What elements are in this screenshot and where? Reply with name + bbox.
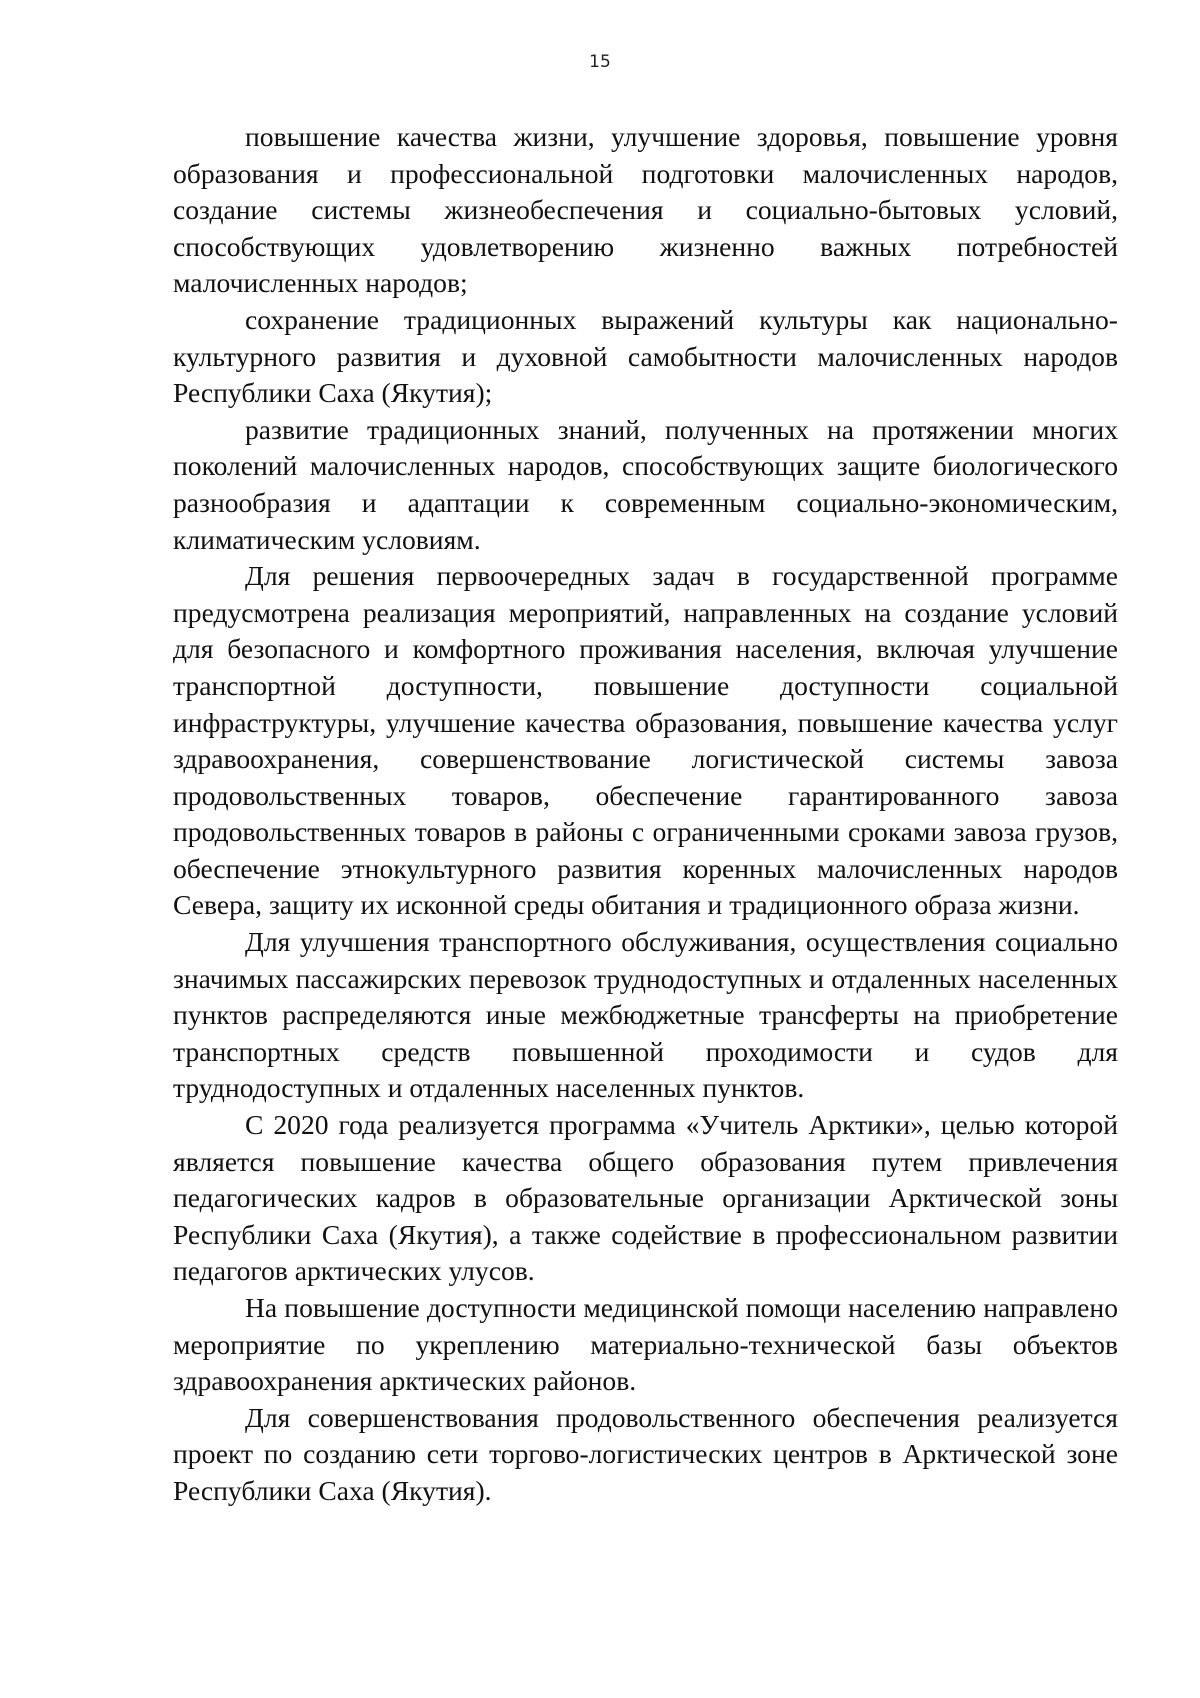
page-number: 15 (589, 52, 611, 72)
paragraph-quality-of-life: повышение качества жизни, улучшение здоровья, повышение уровня образования и профессиональной подготовки малочисленных народов, создание системы жизнеобеспечения и социально-бытовых условий, способствующих удовлетворению жизненно важных потребностей малочисленных народов; (173, 121, 1118, 299)
document-body (173, 119, 1118, 1510)
paragraph-cultural-expressions: сохранение традиционных выражений культуры как национально-культурного развития и духовной самобытности малочисленных народов Республики Саха (Якутия); (173, 303, 1118, 409)
paragraph-food-supply: Для совершенствования продовольственного обеспечения реализуется проект по созданию сети торгово-логистических центров в Арктической зоне Республики Саха (Якутия). (173, 1401, 1118, 1506)
paragraph-priority-tasks: Для решения первоочередных задач в государственной программе предусмотрена реализация мероприятий, направленных на создание условий для безопасного и комфортного проживания населения, включая улучшение транспортной доступности, повышение доступности социальной инфраструктуры, улучшение качества образования, повышение качества услуг здравоохранения, совершенствование логистической системы завоза продовольственных товаров, обеспечение гарантированного завоза продовольственных товаров в районы с ограниченными сроками завоза грузов, обеспечение этнокультурного развития коренных малочисленных народов Севера, защиту их исконной среды обитания и традиционного образа жизни. (173, 560, 1118, 921)
paragraph-medical-care: На повышение доступности медицинской помощи населению направлено мероприятие по укреплению материально-технической базы объектов здравоохранения арктических районов. (173, 1292, 1118, 1397)
paragraph-arctic-teacher: С 2020 года реализуется программа «Учитель Арктики», целью которой является повышение качества общего образования путем привлечения педагогических кадров в образовательные организации Арктической зоны Республики Саха (Якутия), а также содействие в профессиональном развитии педагогов арктических улусов. (173, 1109, 1118, 1287)
paragraph-traditional-knowledge: развитие традиционных знаний, полученных на протяжении многих поколений малочисленных народов, способствующих защите биологического разнообразия и адаптации к современным социально-экономическим, климатическим условиям. (173, 413, 1118, 555)
paragraph-transport-service: Для улучшения транспортного обслуживания, осуществления социально значимых пассажирских перевозок труднодоступных и отдаленных населенных пунктов распределяются иные межбюджетные трансферты на приобретение транспортных средств повышенной проходимости и судов для труднодоступных и отдаленных населенных пунктов. (173, 926, 1118, 1104)
